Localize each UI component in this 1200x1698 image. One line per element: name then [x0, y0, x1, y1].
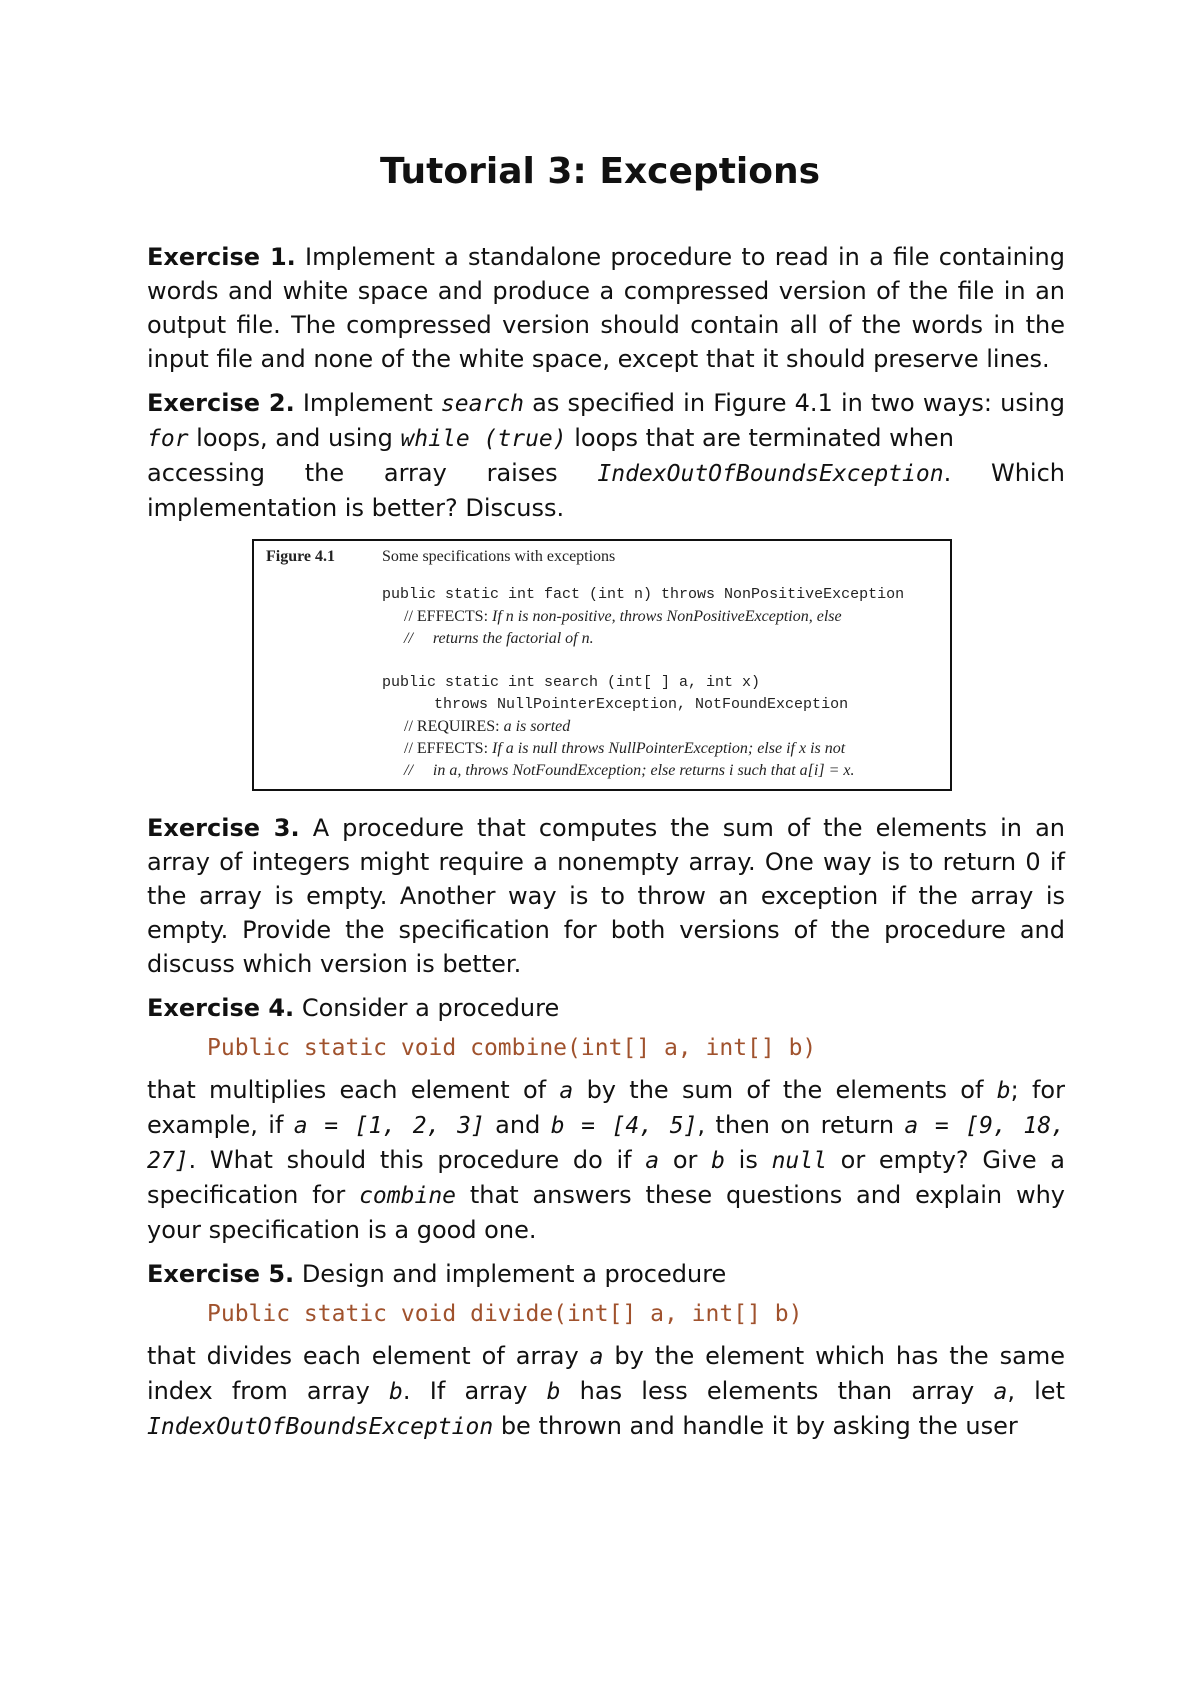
figure-code-line — [404, 717, 570, 737]
figure-4-1 — [252, 539, 952, 791]
code: b — [996, 1078, 1011, 1104]
code-for: for — [147, 426, 189, 452]
exercise-5-body — [147, 1339, 1065, 1444]
word: . — [943, 459, 952, 487]
text: or empty? Give a specification for — [147, 1146, 1065, 1209]
figure-code-line: throws NullPointerException, NotFoundException — [434, 696, 849, 713]
exercise-4-body — [147, 1073, 1065, 1247]
code: b — [389, 1379, 403, 1405]
document-body — [147, 240, 1065, 1454]
text: is — [724, 1146, 772, 1174]
code: combine — [359, 1183, 457, 1209]
divide-signature: Public static void divide(int[] a, int[] b) — [207, 1301, 803, 1327]
text: by the sum of the elements of — [573, 1076, 997, 1104]
text: . What should this procedure do if — [188, 1146, 646, 1174]
word: Which — [990, 459, 1065, 487]
figure-code-line — [404, 607, 842, 627]
word: raises — [486, 459, 558, 487]
figure-code-line: public static int search (int[ ] a, int x) — [382, 674, 761, 691]
exercise-3-label: Exercise 3. — [147, 814, 300, 842]
exercise-4 — [147, 991, 1065, 1025]
figure-code-line: // returns the factorial of n. — [404, 630, 594, 647]
exercise-3-text: A procedure that computes the sum of the elements in an array of integers might require a nonempty array. One way is to return 0 if the array is empty. Another way is to throw an exception if the array is empty. Provide the specification for both versions of the procedure and discuss which version is better. — [147, 814, 1065, 978]
exercise-2-text: Implement — [294, 389, 441, 417]
text: be thrown and handle it by asking the user — [493, 1412, 1018, 1440]
word: the — [304, 459, 345, 487]
exercise-2-spread-line — [147, 456, 1065, 491]
comment-text: a is sorted — [503, 718, 571, 735]
combine-signature: Public static void combine(int[] a, int[] b) — [207, 1035, 817, 1061]
code-index-out-of-bounds: IndexOutOfBoundsException — [597, 461, 944, 487]
exercise-5-label: Exercise 5. — [147, 1260, 295, 1288]
comment-prefix: // EFFECTS: — [404, 608, 493, 625]
code-search: search — [440, 391, 524, 417]
exercise-2-text: loops, and using — [188, 424, 401, 452]
page-title: Tutorial 3: Exceptions — [379, 151, 821, 192]
exercise-1 — [147, 240, 1065, 376]
text: by the element which has the same index from array — [147, 1342, 1065, 1405]
comment-prefix: // EFFECTS: — [404, 740, 493, 757]
exercise-5 — [147, 1257, 1065, 1291]
text: that multiplies each element of — [147, 1076, 560, 1104]
figure-caption: Some specifications with exceptions — [382, 548, 616, 565]
text: that divides each element of array — [147, 1342, 590, 1370]
comment-text: If n is non-positive, throws NonPositiveException, else — [492, 608, 842, 625]
exercise-2-text: as specified in Figure 4.1 in two ways: using — [524, 389, 1065, 417]
code-while-true: while (true) — [400, 426, 567, 452]
code: IndexOutOfBoundsException — [147, 1414, 494, 1440]
comment-text: If a is null throws NullPointerException; else if x is not — [492, 740, 846, 757]
text: and — [484, 1111, 551, 1139]
comment-prefix: // REQUIRES: — [404, 718, 504, 735]
code: a = [9, 18, 27] — [147, 1113, 1065, 1174]
figure-code-line: public static int fact (int n) throws NonPositiveException — [382, 586, 905, 603]
exercise-2-label: Exercise 2. — [147, 389, 295, 417]
text: ; for example, if — [147, 1076, 1065, 1139]
code: b — [711, 1148, 725, 1174]
exercise-3 — [147, 811, 1065, 981]
exercise-2 — [147, 386, 1065, 456]
exercise-2-text: implementation is better? Discuss. — [147, 494, 565, 522]
exercise-2-text: loops that are terminated when — [566, 424, 954, 452]
code: null — [771, 1148, 827, 1174]
exercise-5-intro: Design and implement a procedure — [294, 1260, 727, 1288]
code: b = [4, 5] — [550, 1113, 698, 1139]
word: array — [383, 459, 447, 487]
exercise-1-label: Exercise 1. — [147, 243, 296, 271]
text: . If array — [402, 1377, 547, 1405]
code: a — [645, 1148, 660, 1174]
exercise-4-intro: Consider a procedure — [294, 994, 560, 1022]
code: b — [546, 1379, 561, 1405]
code: a — [993, 1379, 1008, 1405]
exception-phrase — [597, 456, 951, 491]
text: , then on return — [697, 1111, 905, 1139]
figure-code-line — [404, 739, 845, 759]
text: has less elements than array — [560, 1377, 994, 1405]
figure-label: Figure 4.1 — [266, 548, 336, 565]
exercise-4-label: Exercise 4. — [147, 994, 295, 1022]
exercise-1-text: Implement a standalone procedure to read in a file containing words and white space and produce a compressed version of the file in an output file. The compressed version should contain all of the words in the input file and none of the white space, except that it should preserve lines. — [147, 243, 1065, 373]
exercise-2-end — [147, 491, 1065, 525]
code: a — [559, 1078, 574, 1104]
code: a — [589, 1344, 604, 1370]
text: or — [659, 1146, 712, 1174]
word: accessing — [147, 459, 265, 487]
code: a = [1, 2, 3] — [293, 1113, 485, 1139]
figure-code-line: // in a, throws NotFoundException; else returns i such that a[i] = x. — [404, 762, 855, 779]
text: , let — [1007, 1377, 1065, 1405]
text: that answers these questions and explain why your specification is a good one. — [147, 1181, 1066, 1244]
